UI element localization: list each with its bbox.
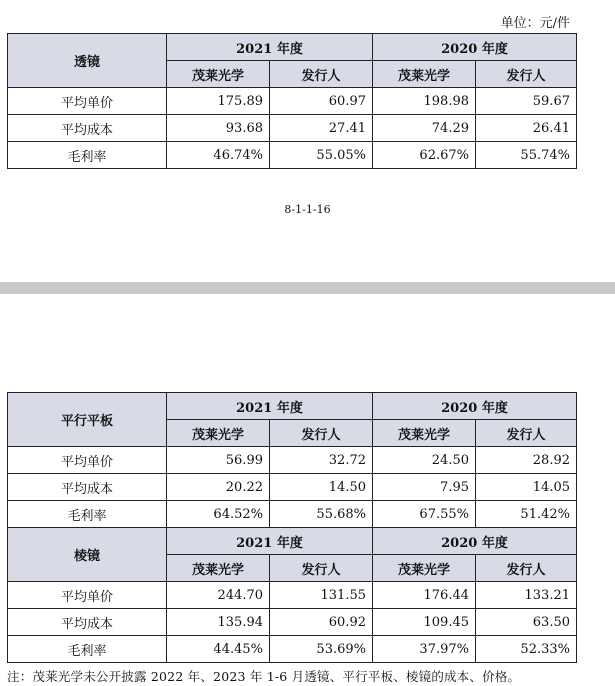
column-header: 发行人 xyxy=(270,555,373,582)
row-label: 毛利率 xyxy=(8,501,167,528)
cell: 52.33% xyxy=(476,636,577,663)
column-header: 发行人 xyxy=(270,61,373,88)
cell: 131.55 xyxy=(270,582,373,609)
lens-table xyxy=(7,33,577,169)
column-header: 茂莱光学 xyxy=(373,61,476,88)
cell: 67.55% xyxy=(373,501,476,528)
year-header: 2021 年度 xyxy=(167,393,373,420)
column-header: 茂莱光学 xyxy=(167,555,270,582)
column-header: 茂莱光学 xyxy=(373,555,476,582)
cell: 46.74% xyxy=(167,142,270,169)
column-header: 茂莱光学 xyxy=(167,61,270,88)
cell: 60.97 xyxy=(270,88,373,115)
table-row xyxy=(8,88,577,115)
table-row xyxy=(8,636,577,663)
year-header: 2021 年度 xyxy=(167,34,373,61)
table-title: 平行平板 xyxy=(8,393,167,447)
cell: 24.50 xyxy=(373,447,476,474)
table-title: 透镜 xyxy=(8,34,167,88)
column-header: 发行人 xyxy=(476,61,577,88)
cell: 93.68 xyxy=(167,115,270,142)
year-header: 2020 年度 xyxy=(373,528,577,555)
cell: 62.67% xyxy=(373,142,476,169)
cell: 175.89 xyxy=(167,88,270,115)
table-row xyxy=(8,115,577,142)
row-label: 毛利率 xyxy=(8,636,167,663)
cell: 63.50 xyxy=(476,609,577,636)
cell: 109.45 xyxy=(373,609,476,636)
cell: 51.42% xyxy=(476,501,577,528)
cell: 32.72 xyxy=(270,447,373,474)
cell: 60.92 xyxy=(270,609,373,636)
cell: 53.69% xyxy=(270,636,373,663)
cell: 14.50 xyxy=(270,474,373,501)
cell: 27.41 xyxy=(270,115,373,142)
column-header: 茂莱光学 xyxy=(373,420,476,447)
cell: 14.05 xyxy=(476,474,577,501)
cell: 26.41 xyxy=(476,115,577,142)
cell: 7.95 xyxy=(373,474,476,501)
cell: 135.94 xyxy=(167,609,270,636)
table-row xyxy=(8,501,577,528)
page-number: 8-1-1-16 xyxy=(284,203,331,216)
page-separator xyxy=(0,282,615,294)
cell: 44.45% xyxy=(167,636,270,663)
cell: 55.68% xyxy=(270,501,373,528)
cell: 28.92 xyxy=(476,447,577,474)
cell: 133.21 xyxy=(476,582,577,609)
row-label: 平均单价 xyxy=(8,88,167,115)
row-label: 平均成本 xyxy=(8,474,167,501)
table-row xyxy=(8,142,577,169)
unit-label: 单位：元/件 xyxy=(500,16,570,31)
table-row xyxy=(8,609,577,636)
cell: 74.29 xyxy=(373,115,476,142)
cell: 244.70 xyxy=(167,582,270,609)
plate-prism-table xyxy=(7,392,577,663)
table-title: 棱镜 xyxy=(8,528,167,582)
cell: 55.74% xyxy=(476,142,577,169)
table-row xyxy=(8,582,577,609)
table-row xyxy=(8,474,577,501)
row-label: 平均单价 xyxy=(8,447,167,474)
year-header: 2020 年度 xyxy=(373,34,577,61)
year-header: 2021 年度 xyxy=(167,528,373,555)
column-header: 发行人 xyxy=(270,420,373,447)
cell: 20.22 xyxy=(167,474,270,501)
cell: 37.97% xyxy=(373,636,476,663)
cell: 56.99 xyxy=(167,447,270,474)
footnote: 注：茂莱光学未公开披露 2022 年、2023 年 1-6 月透镜、平行平板、棱镜的成本、价格。 xyxy=(7,669,521,684)
year-header: 2020 年度 xyxy=(373,393,577,420)
row-label: 平均单价 xyxy=(8,582,167,609)
cell: 176.44 xyxy=(373,582,476,609)
column-header: 茂莱光学 xyxy=(167,420,270,447)
cell: 55.05% xyxy=(270,142,373,169)
cell: 198.98 xyxy=(373,88,476,115)
cell: 64.52% xyxy=(167,501,270,528)
column-header: 发行人 xyxy=(476,555,577,582)
table-row xyxy=(8,447,577,474)
row-label: 平均成本 xyxy=(8,115,167,142)
row-label: 平均成本 xyxy=(8,609,167,636)
column-header: 发行人 xyxy=(476,420,577,447)
cell: 59.67 xyxy=(476,88,577,115)
row-label: 毛利率 xyxy=(8,142,167,169)
